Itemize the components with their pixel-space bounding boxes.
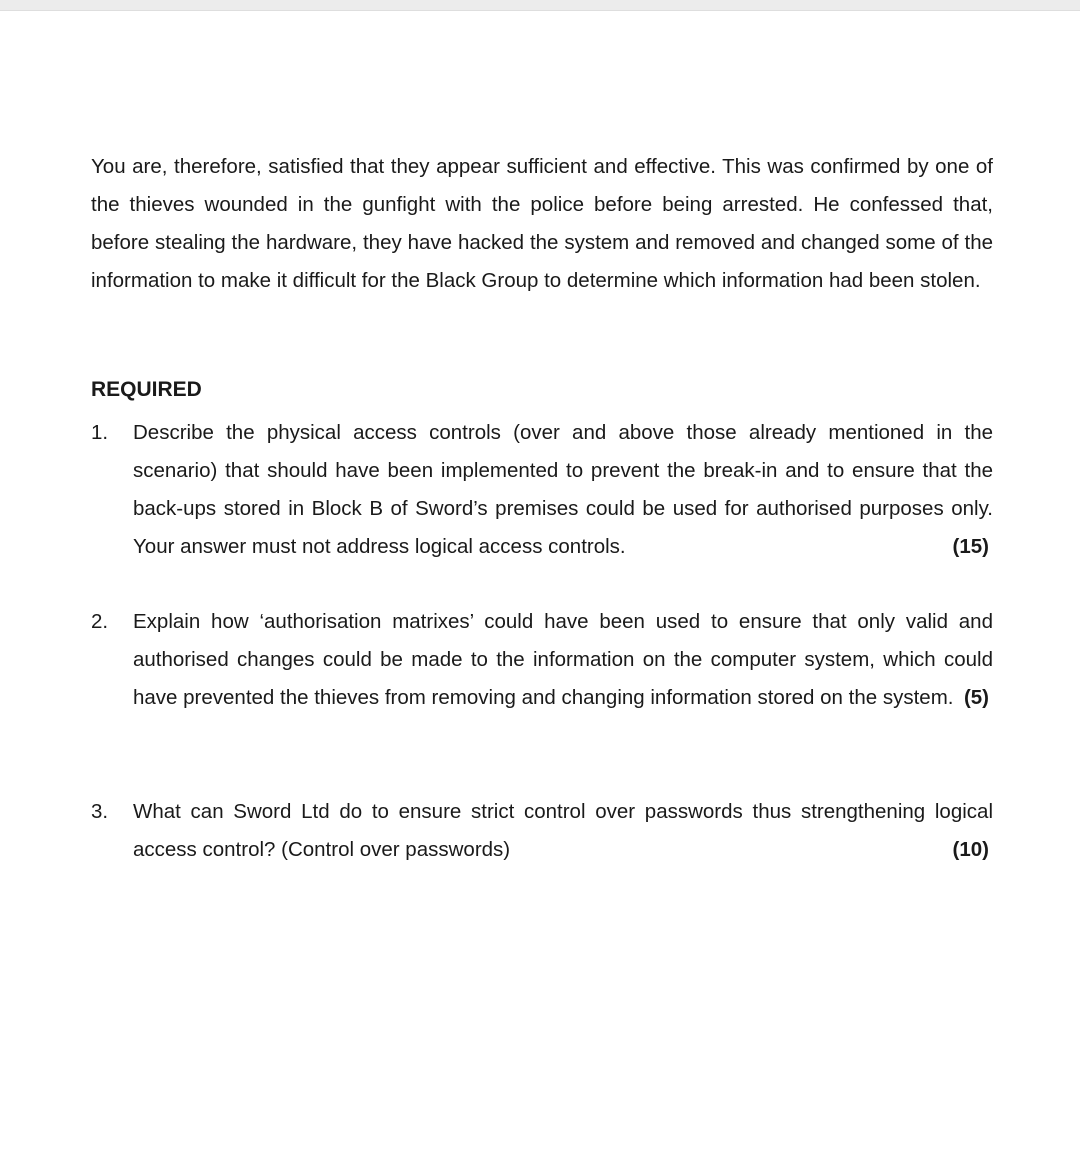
required-heading: REQUIRED — [91, 378, 202, 401]
question-number: 1. — [91, 421, 109, 444]
question-text-block — [133, 793, 993, 869]
question-marks: (15) — [952, 535, 989, 558]
question-1 — [91, 414, 993, 566]
question-text: Explain how ‘authorisation matrixes’ could have been used to ensure that only valid and authorised changes could be made to the information on the computer system, which could have prevented the thieves from removing and changing information stored on the system. — [133, 610, 993, 709]
question-text-block — [133, 414, 993, 566]
question-3 — [91, 793, 993, 869]
question-number: 3. — [91, 800, 109, 823]
question-2 — [91, 603, 993, 717]
question-text: What can Sword Ltd do to ensure strict control over passwords thus strengthening logical access control? (Control over passwords) — [133, 800, 993, 861]
question-text: Describe the physical access controls (over and above those already mentioned in the scenario) that should have been implemented to prevent the break-in and to ensure that the back-ups stored in Block B of Sword’s premises could be used for authorised purposes only. Your answer must not address logical access controls. — [133, 421, 993, 558]
question-number: 2. — [91, 610, 109, 633]
question-marks: (5) — [963, 686, 989, 709]
question-marks: (10) — [952, 838, 989, 861]
intro-paragraph: You are, therefore, satisfied that they appear sufficient and effective. This was confirmed by one of the thieves wounded in the gunfight with the police before being arrested. He confessed that, before stealing the hardware, they have hacked the system and removed and changed some of the information to make it difficult for the Black Group to determine which information had been stolen. — [91, 155, 993, 292]
question-text-block — [133, 603, 993, 717]
